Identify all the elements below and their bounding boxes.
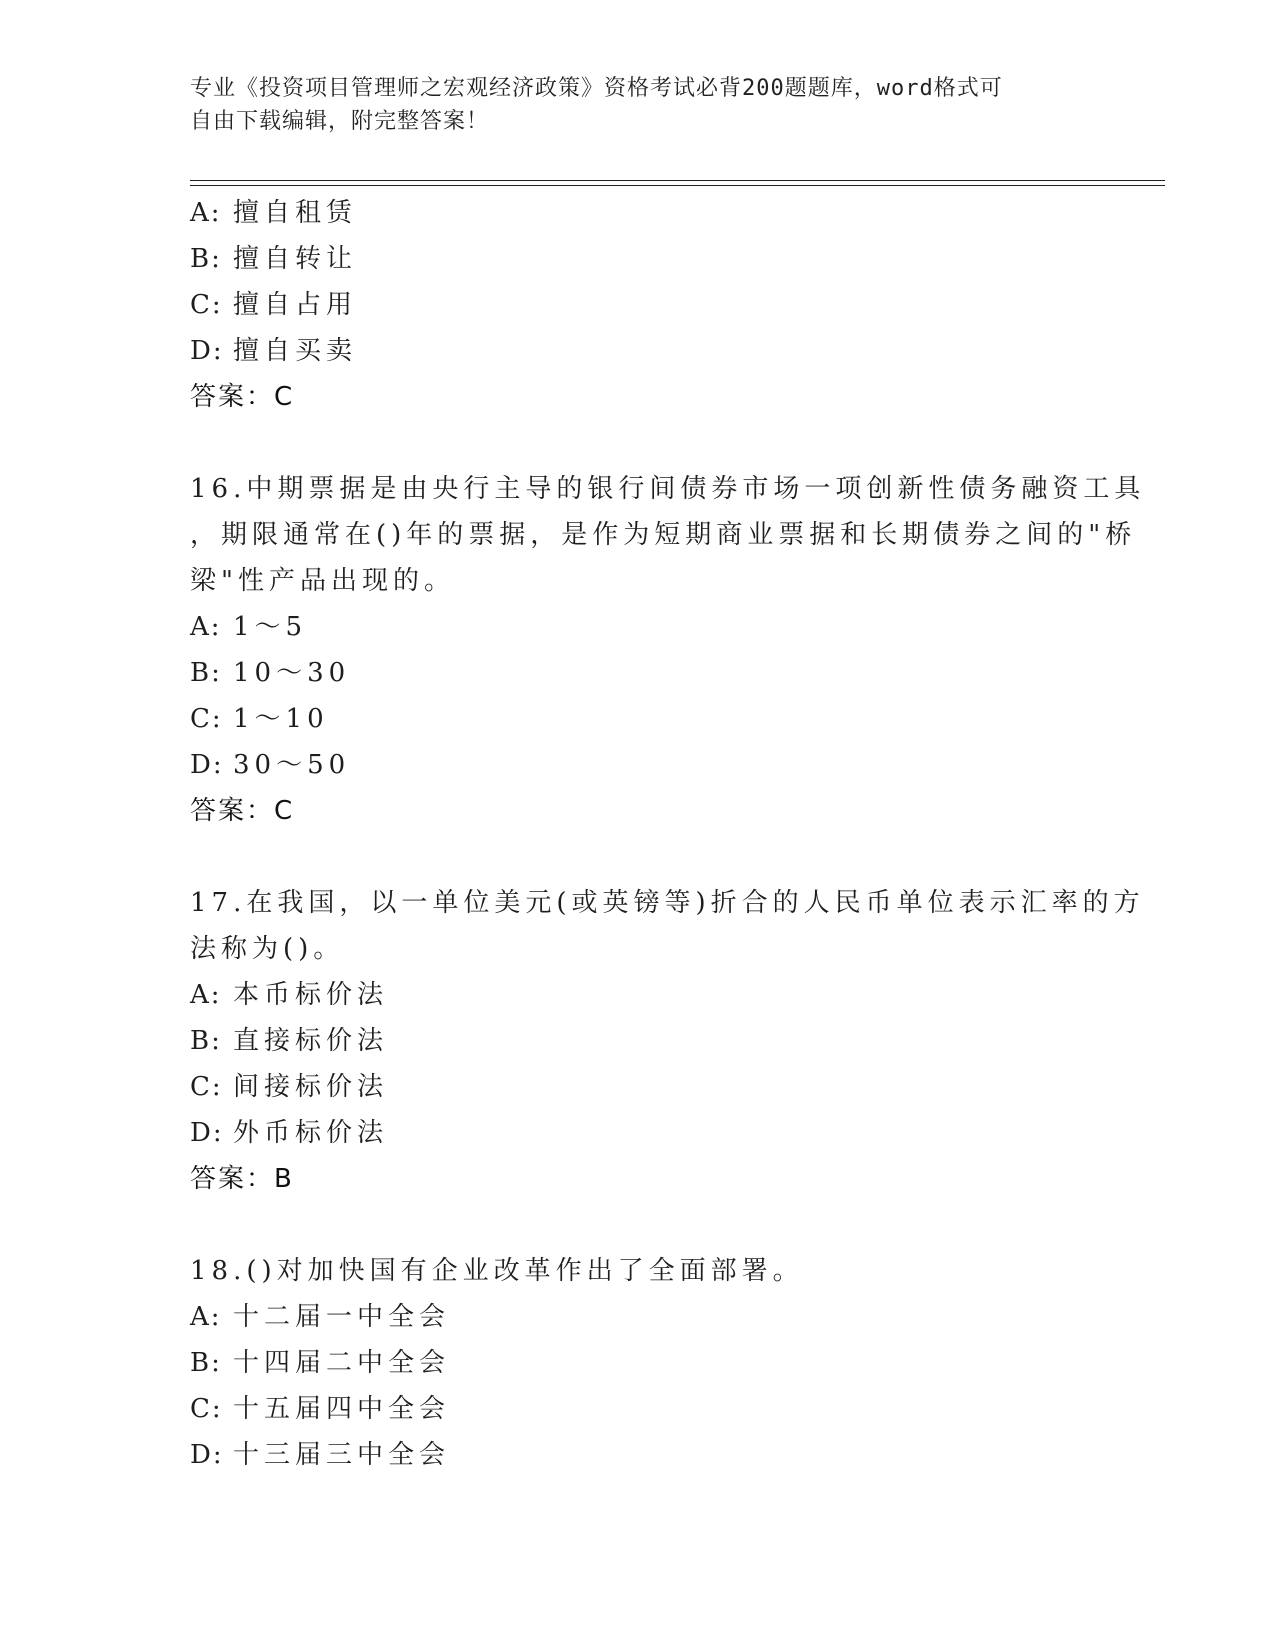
- option-a: [190, 972, 1090, 1018]
- option-letter: A:: [190, 198, 222, 228]
- option-text: 擅自占用: [233, 290, 358, 320]
- option-a: [190, 1294, 1090, 1340]
- option-letter: D:: [190, 336, 224, 366]
- option-c: [190, 1064, 1090, 1110]
- option-text: 十三届三中全会: [233, 1440, 451, 1470]
- option-c: [190, 696, 1090, 742]
- option-letter: B:: [190, 658, 222, 688]
- option-text: 间接标价法: [233, 1072, 389, 1102]
- question-list: [190, 190, 1146, 1478]
- option-letter: B:: [190, 1026, 222, 1056]
- answer-line: 答案：B: [190, 1164, 294, 1194]
- question-stem: [190, 466, 1146, 604]
- option-text: 十二届一中全会: [233, 1302, 451, 1332]
- option-b: [190, 650, 1090, 696]
- header-line-1: 专业《投资项目管理师之宏观经济政策》资格考试必背200题题库，word格式可: [190, 76, 1003, 101]
- option-text: 十五届四中全会: [233, 1394, 451, 1424]
- option-letter: A:: [190, 612, 222, 642]
- option-d: [190, 1110, 1090, 1156]
- stem-line: 梁"性产品出现的。: [190, 566, 455, 596]
- option-d: [190, 328, 1090, 374]
- option-letter: B:: [190, 244, 222, 274]
- option-b: [190, 1340, 1090, 1386]
- option-text: 擅自转让: [233, 244, 358, 274]
- stem-line: 18.()对加快国有企业改革作出了全面部署。: [190, 1256, 804, 1286]
- stem-line: 16.中期票据是由央行主导的银行间债券市场一项创新性债务融资工具: [190, 474, 1146, 504]
- stem-line: 17.在我国，以一单位美元(或英镑等)折合的人民币单位表示汇率的方: [190, 888, 1145, 918]
- option-letter: C:: [190, 704, 223, 734]
- option-letter: C:: [190, 1072, 223, 1102]
- question-spacer: [190, 1202, 1090, 1248]
- option-b: [190, 236, 1090, 282]
- stem-line: ，期限通常在()年的票据，是作为短期商业票据和长期债券之间的"桥: [190, 520, 1137, 550]
- question-15: [190, 190, 1090, 420]
- document-header: [190, 72, 1090, 138]
- answer-line: 答案：C: [190, 796, 295, 826]
- option-letter: A:: [190, 980, 222, 1010]
- question-stem: [190, 1248, 1090, 1294]
- answer-line: 答案：C: [190, 382, 295, 412]
- question-16: [190, 466, 1146, 834]
- option-text: 30～50: [233, 750, 351, 780]
- question-17: [190, 880, 1145, 1202]
- option-letter: A:: [190, 1302, 222, 1332]
- option-letter: D:: [190, 1440, 224, 1470]
- header-divider-top: [190, 180, 1165, 181]
- option-text: 擅自买卖: [233, 336, 358, 366]
- option-letter: B:: [190, 1348, 222, 1378]
- option-letter: C:: [190, 1394, 223, 1424]
- option-letter: C:: [190, 290, 223, 320]
- option-b: [190, 1018, 1090, 1064]
- option-c: [190, 1386, 1090, 1432]
- option-c: [190, 282, 1090, 328]
- option-text: 外币标价法: [233, 1118, 389, 1148]
- option-text: 10～30: [233, 658, 351, 688]
- option-a: [190, 604, 1090, 650]
- question-18: [190, 1248, 1090, 1478]
- header-divider-bottom: [190, 185, 1165, 186]
- option-a: [190, 190, 1090, 236]
- option-letter: D:: [190, 750, 224, 780]
- stem-line: 法称为()。: [190, 934, 345, 964]
- header-line-2: 自由下载编辑，附完整答案！: [190, 109, 490, 134]
- option-text: 擅自租赁: [233, 198, 358, 228]
- option-text: 直接标价法: [233, 1026, 389, 1056]
- option-text: 本币标价法: [233, 980, 389, 1010]
- question-spacer: [190, 420, 1090, 466]
- question-stem: [190, 880, 1145, 972]
- option-d: [190, 1432, 1090, 1478]
- option-text: 1～5: [233, 612, 308, 642]
- question-spacer: [190, 834, 1090, 880]
- option-letter: D:: [190, 1118, 224, 1148]
- option-d: [190, 742, 1090, 788]
- option-text: 十四届二中全会: [233, 1348, 451, 1378]
- option-text: 1～10: [233, 704, 329, 734]
